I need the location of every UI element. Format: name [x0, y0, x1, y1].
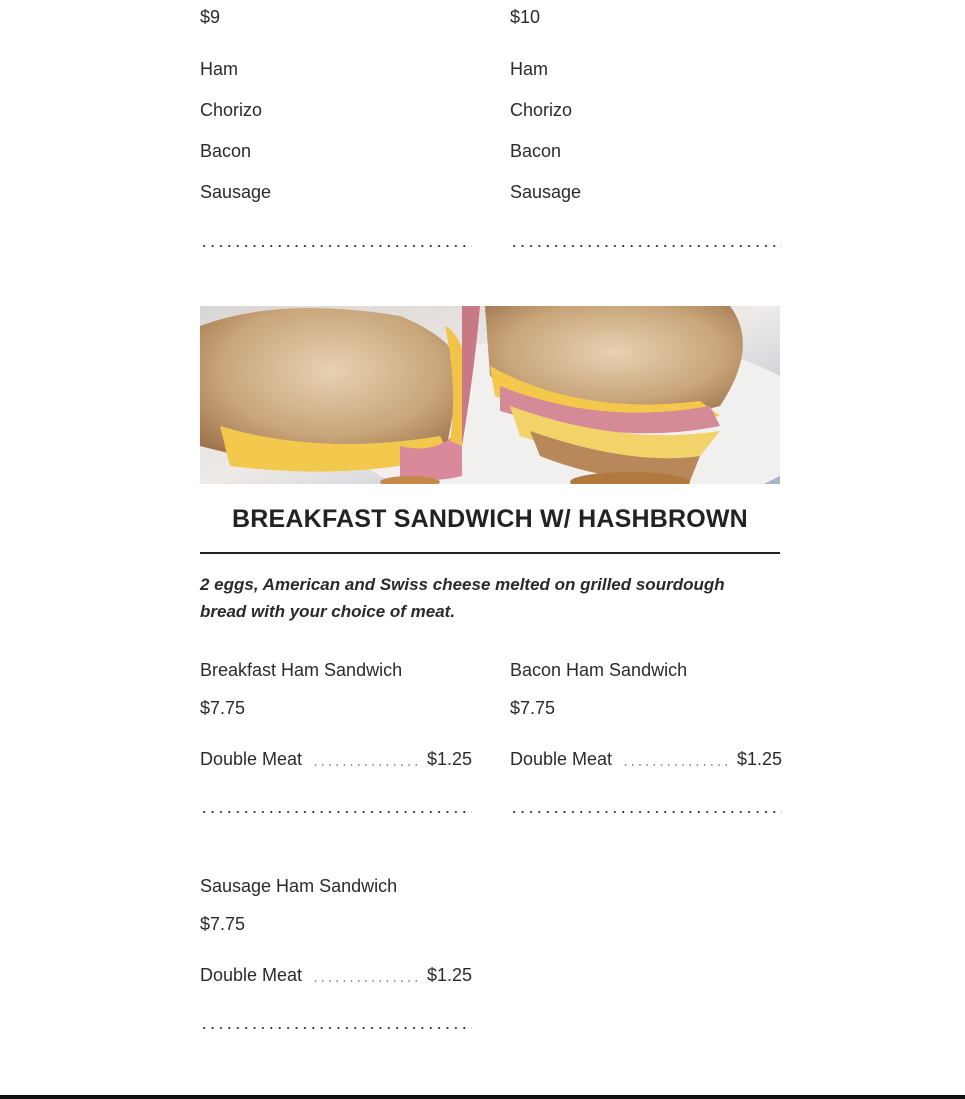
item-divider: [200, 1026, 472, 1030]
addon-leader-dots: [622, 763, 732, 767]
menu-item-price: $7.75: [200, 914, 246, 934]
menu-item-price: $7.75: [510, 698, 556, 718]
menu-item-name: Sausage Ham Sandwich: [200, 876, 398, 896]
top-right-option-bacon: Bacon: [510, 141, 562, 161]
top-right-price: $10: [510, 7, 541, 27]
menu-item-name: Breakfast Ham Sandwich: [200, 660, 403, 680]
top-right-option-sausage: Sausage: [510, 182, 582, 202]
section-divider: [200, 552, 780, 554]
addon-price: $1.25: [426, 965, 472, 985]
addon-leader-dots: [312, 979, 422, 983]
addon-label: Double Meat: [200, 749, 303, 769]
addon-label: Double Meat: [200, 965, 303, 985]
menu-item-name: Bacon Ham Sandwich: [510, 660, 688, 680]
item-divider: [200, 810, 472, 814]
item-divider: [510, 244, 782, 248]
item-divider: [510, 810, 782, 814]
section-description: 2 eggs, American and Swiss cheese melted on grilled sourdough bread with your choice of meat.: [200, 575, 725, 621]
menu-item-breakfast-ham-sandwich: [200, 661, 472, 836]
footer-bar: [0, 1095, 965, 1099]
addon-price: $1.25: [426, 749, 472, 769]
menu-item-bacon-ham-sandwich: [510, 661, 782, 836]
menu-item-sausage-ham-sandwich: [200, 877, 472, 1052]
addon-leader-dots: [312, 763, 422, 767]
top-right-option-ham: Ham: [510, 59, 549, 79]
addon-label: Double Meat: [510, 749, 613, 769]
top-right-option-chorizo: Chorizo: [510, 100, 573, 120]
top-left-option-chorizo: Chorizo: [200, 100, 263, 120]
section-image: [200, 306, 780, 484]
sandwich-photo: [200, 306, 780, 484]
top-left-price: $9: [200, 7, 221, 27]
addon-price: $1.25: [736, 749, 782, 769]
top-left-option-ham: Ham: [200, 59, 239, 79]
section-title: BREAKFAST SANDWICH W/ HASHBROWN: [232, 505, 748, 533]
top-left-option-sausage: Sausage: [200, 182, 272, 202]
item-divider: [200, 244, 472, 248]
menu-item-price: $7.75: [200, 698, 246, 718]
top-left-option-bacon: Bacon: [200, 141, 252, 161]
